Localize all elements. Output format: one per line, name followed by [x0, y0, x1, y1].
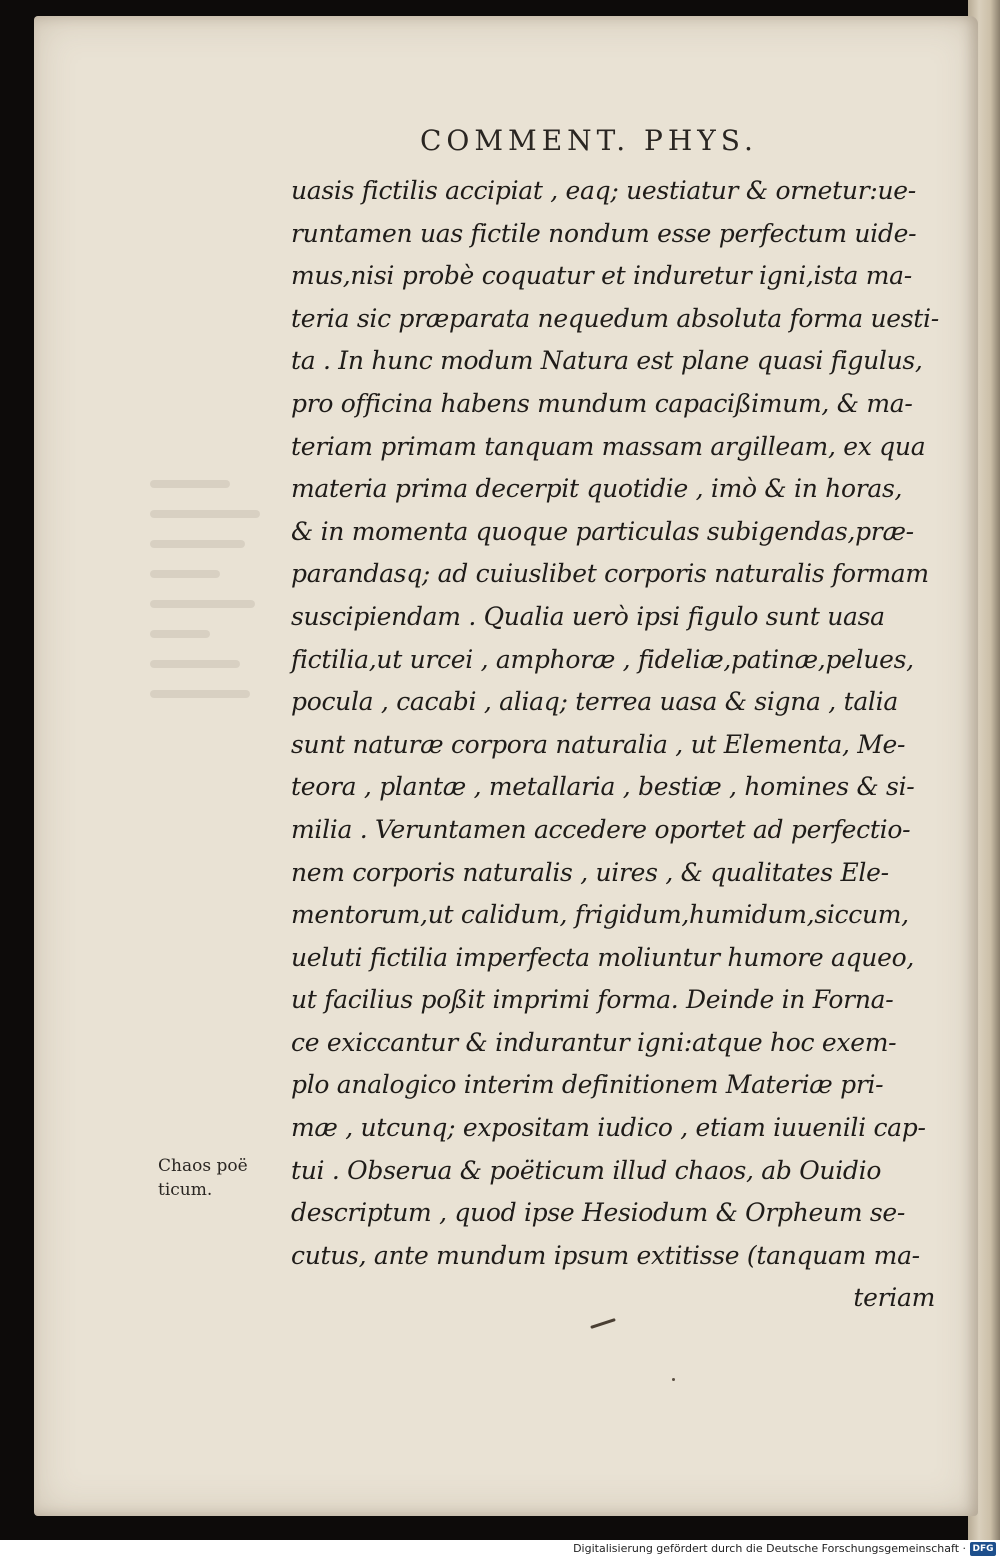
text-line: fictilia,ut urcei , amphoræ , fideliæ,patinæ,pelues, — [291, 644, 914, 674]
text-line: pocula , cacabi , aliaq; terrea uasa & signa , talia — [291, 687, 898, 717]
text-line: mus,nisi probè coquatur et induretur igni,ista ma- — [291, 261, 912, 291]
text-line: ta . In hunc modum Natura est plane quasi figulus, — [291, 346, 923, 376]
text-line: sunt naturæ corpora naturalia , ut Elementa, Me- — [291, 729, 906, 759]
stray-ink-dot — [672, 1378, 675, 1381]
text-line: uasis fictilis accipiat , eaq; uestiatur & ornetur:ue- — [291, 176, 916, 205]
text-line: teriam primam tanquam massam argilleam, ex qua — [291, 431, 926, 461]
text-line: & in momenta quoque particulas subigendas,præ- — [291, 516, 914, 546]
text-line: cutus, ante mundum ipsum extitisse (tanquam ma- — [291, 1240, 920, 1270]
text-line: materia prima decerpit quotidie , imò & in horas, — [291, 474, 903, 504]
marginal-note-line: Chaos poë — [158, 1156, 248, 1176]
text-line: teora , plantæ , metallaria , bestiæ , homines & si- — [291, 772, 915, 802]
funding-credit: Digitalisierung gefördert durch die Deutsche Forschungsgemeinschaft · — [573, 1542, 966, 1555]
text-line: ce exiccantur & indurantur igni:atque hoc exem- — [291, 1027, 897, 1057]
text-line: pro officina habens mundum capacißimum, & ma- — [291, 388, 913, 418]
text-line: parandasq; ad cuiuslibet corporis naturalis formam — [291, 559, 929, 589]
text-line: ut facilius poßit imprimi forma. Deinde in Forna- — [291, 985, 894, 1015]
text-line: ueluti fictilia imperfecta moliuntur humore aqueo, — [291, 942, 914, 972]
text-line: descriptum , quod ipse Hesiodum & Orpheum se- — [291, 1198, 906, 1228]
text-line: mentorum,ut calidum, frigidum,humidum,siccum, — [291, 900, 909, 930]
text-line: nem corporis naturalis , uires , & qualitates Ele- — [291, 857, 889, 887]
text-line: teria sic præparata nequedum absoluta forma uesti- — [291, 303, 939, 333]
show-through-bleed — [150, 480, 270, 740]
marginal-note-line: ticum. — [158, 1180, 213, 1200]
running-head: COMMENT. PHYS. — [420, 124, 758, 157]
text-line: mæ , utcunq; expositam iudico , etiam iuuenili cap- — [291, 1113, 926, 1143]
text-line: suscipiendam . Qualia uerò ipsi figulo sunt uasa — [291, 601, 885, 631]
dfg-logo-icon: DFG — [970, 1542, 996, 1556]
text-line: plo analogico interim definitionem Materiæ pri- — [291, 1070, 884, 1100]
body-text — [291, 170, 951, 1320]
text-line: milia . Veruntamen accedere oportet ad perfectio- — [291, 814, 911, 844]
text-line: runtamen uas fictile nondum esse perfectum uide- — [291, 218, 917, 248]
catchword: teriam — [853, 1283, 935, 1313]
text-line: tui . Obserua & poëticum illud chaos, ab Ouidio — [291, 1155, 882, 1185]
marginal-note — [158, 1154, 288, 1202]
